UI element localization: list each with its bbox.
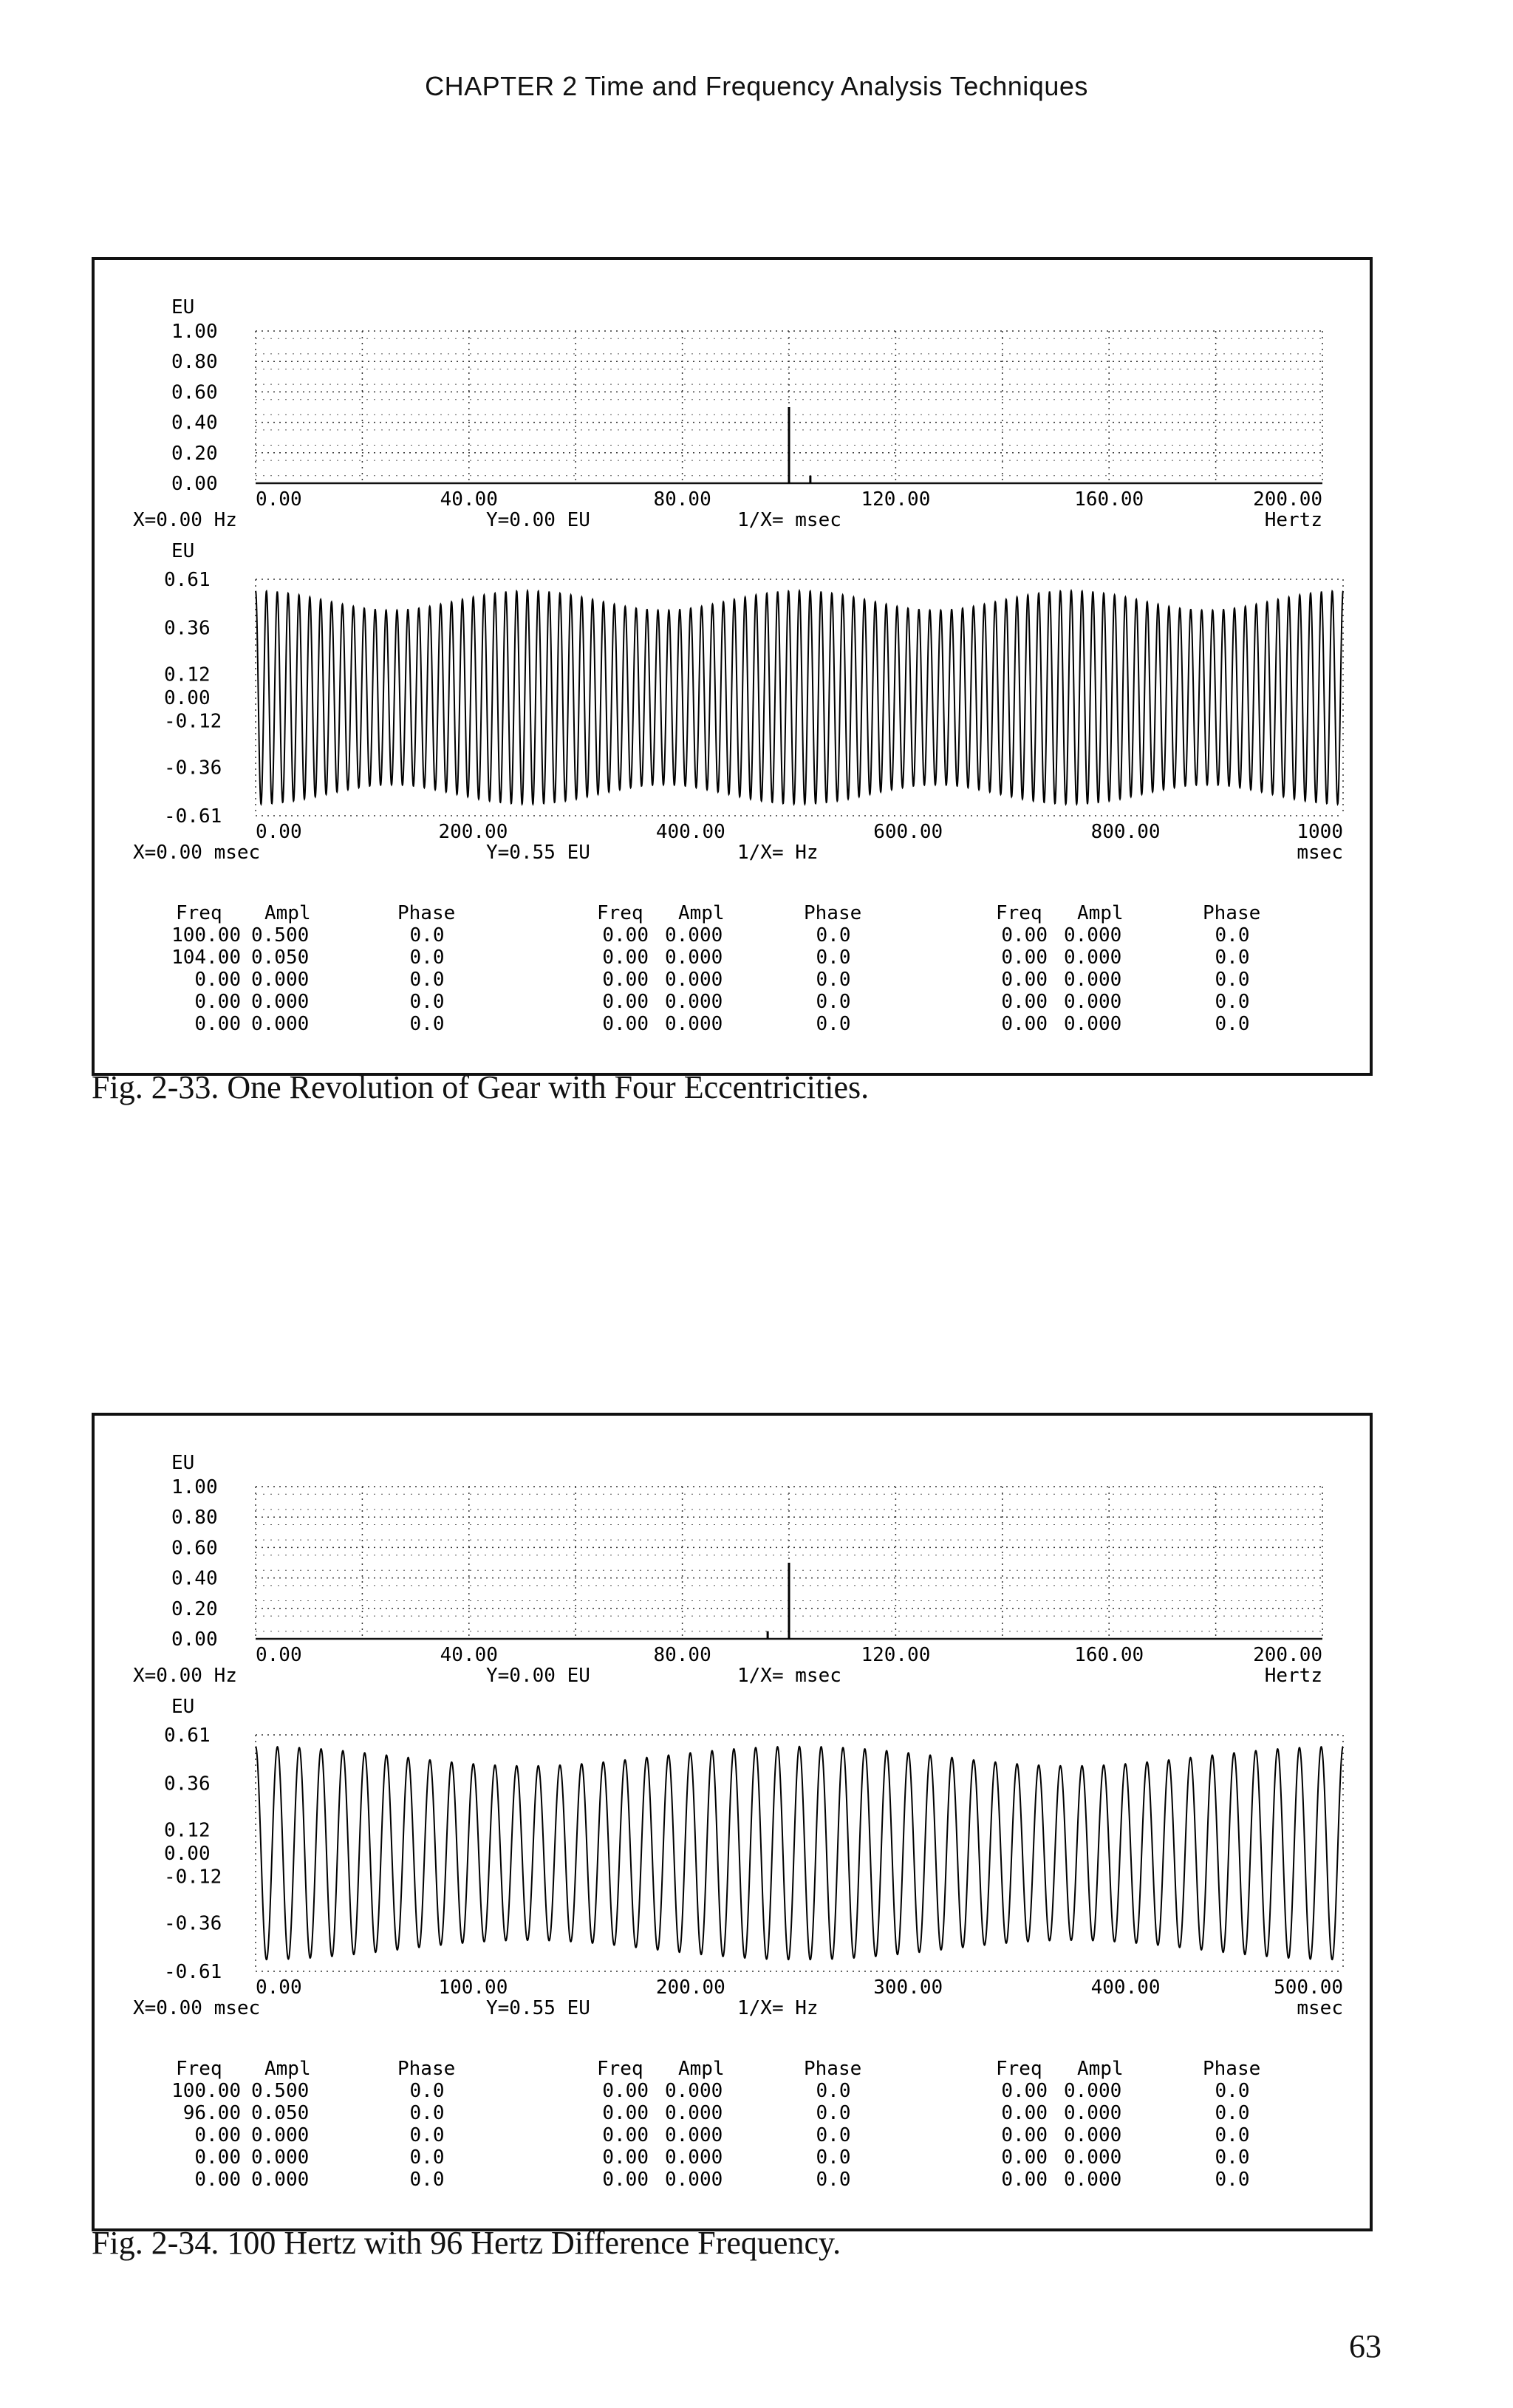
table-cell: 0.00 [1001,969,1048,991]
spectrum-y-tick-label: 0.80 [171,351,218,374]
table-cell: 0.0 [1215,991,1250,1013]
spectrum-axis-unit: Hertz [1264,509,1322,531]
table-header: Freq [597,902,643,924]
table-cell: 0.000 [1064,1013,1122,1035]
spectrum-y-tick-label: 0.80 [171,1507,218,1529]
spectrum-x-tick-label: 200.00 [1253,488,1322,511]
table-cell: 0.0 [1215,947,1250,969]
table-cell: 0.050 [251,947,310,969]
table-cell: 0.00 [194,2124,241,2146]
table-cell: 0.0 [816,969,851,991]
table-cell: 0.000 [665,1013,723,1035]
time-x-tick-label: 300.00 [873,1976,943,1999]
table-cell: 0.000 [1064,969,1122,991]
table-cell: 0.000 [251,1013,310,1035]
spectrum-y-tick-label: 0.40 [171,1567,218,1590]
page-header: CHAPTER 2 Time and Frequency Analysis Techniques [425,71,1088,101]
table-cell: 0.000 [251,2124,310,2146]
table-cell: 0.0 [409,991,445,1013]
table-cell: 0.0 [816,924,851,947]
spectrum-x-readout: X=0.00 Hz [133,509,237,531]
table-header: Freq [176,902,222,924]
figure-2-34-caption: Fig. 2-34. 100 Hertz with 96 Hertz Difference Frequency. [92,2225,841,2261]
time-inverse-readout: 1/X= Hz [737,1997,819,2019]
spectrum-y-tick-label: 1.00 [171,1476,218,1498]
table-cell: 0.0 [816,2124,851,2146]
spectrum-x-tick-label: 200.00 [1253,1644,1322,1666]
table-cell: 0.0 [1215,969,1250,991]
table-header: Ampl [264,902,311,924]
table-cell: 0.00 [1001,924,1048,947]
table-cell: 0.00 [602,969,649,991]
time-x-readout: X=0.00 msec [133,842,261,864]
table-cell: 0.00 [194,969,241,991]
table-cell: 0.0 [409,969,445,991]
figure-2-33-caption: Fig. 2-33. One Revolution of Gear with Four Eccentricities. [92,1069,870,1105]
time-x-tick-label: 100.00 [438,1976,508,1999]
time-x-tick-label: 600.00 [873,821,943,843]
table-header: Ampl [678,2058,725,2080]
table-cell: 0.0 [816,2102,851,2124]
table-cell: 100.00 [171,924,241,947]
table-cell: 0.00 [602,2124,649,2146]
table-cell: 0.0 [1215,2102,1250,2124]
time-unit-label: EU [171,1696,195,1718]
time-y-tick-label: -0.36 [164,757,222,780]
time-y-tick-label: 0.61 [164,569,211,591]
spectrum-y-tick-label: 0.60 [171,381,218,404]
table-cell: 0.500 [251,2080,310,2102]
time-axis-unit: msec [1297,1997,1343,2019]
table-cell: 0.000 [251,2169,310,2191]
spectrum-x-tick-label: 0.00 [256,488,302,511]
time-y-tick-label: 0.12 [164,664,211,686]
table-cell: 0.0 [1215,2146,1250,2169]
table-cell: 0.000 [1064,2169,1122,2191]
time-x-tick-label: 0.00 [256,821,302,843]
figure-2-33 [92,257,1373,1076]
time-x-tick-label: 0.00 [256,1976,302,1999]
time-y-tick-label: 0.36 [164,617,211,640]
table-cell: 0.000 [1064,924,1122,947]
time-x-tick-label: 200.00 [655,1976,725,1999]
spectrum-y-readout: Y=0.00 EU [486,1665,590,1687]
spectrum-unit-label: EU [171,296,195,318]
table-cell: 0.0 [409,2080,445,2102]
time-y-tick-label: 0.12 [164,1819,211,1842]
table-cell: 0.00 [194,991,241,1013]
table-header: Freq [996,902,1042,924]
figure-2-34 [92,1413,1373,2231]
table-cell: 0.500 [251,924,310,947]
table-cell: 0.00 [602,947,649,969]
table-cell: 0.0 [409,2146,445,2169]
table-cell: 0.0 [409,947,445,969]
time-y-readout: Y=0.55 EU [486,1997,590,2019]
table-cell: 0.00 [602,991,649,1013]
table-cell: 0.050 [251,2102,310,2124]
table-cell: 0.000 [1064,2124,1122,2146]
spectrum-x-tick-label: 160.00 [1074,1644,1144,1666]
table-cell: 0.0 [409,2169,445,2191]
time-y-readout: Y=0.55 EU [486,842,590,864]
table-cell: 0.00 [1001,2124,1048,2146]
table-cell: 0.000 [1064,947,1122,969]
spectrum-unit-label: EU [171,1452,195,1474]
spectrum-y-tick-label: 0.20 [171,442,218,465]
time-x-tick-label: 800.00 [1090,821,1161,843]
table-header: Phase [804,2058,862,2080]
table-cell: 0.000 [665,2124,723,2146]
spectrum-inverse-readout: 1/X= msec [737,1665,841,1687]
table-header: Phase [1203,2058,1261,2080]
spectrum-y-tick-label: 0.40 [171,412,218,434]
table-cell: 0.00 [1001,991,1048,1013]
spectrum-y-tick-label: 0.20 [171,1597,218,1620]
page-number: 63 [1349,2328,1381,2364]
table-cell: 0.0 [816,1013,851,1035]
table-cell: 0.00 [1001,947,1048,969]
table-cell: 0.00 [602,2080,649,2102]
table-cell: 0.000 [665,2146,723,2169]
spectrum-x-tick-label: 80.00 [653,488,711,511]
table-header: Phase [804,902,862,924]
time-axis-unit: msec [1297,842,1343,864]
time-x-readout: X=0.00 msec [133,1997,261,2019]
time-y-tick-label: 0.36 [164,1773,211,1795]
table-cell: 0.000 [1064,2102,1122,2124]
table-cell: 96.00 [182,2102,241,2124]
table-cell: 0.000 [665,991,723,1013]
time-y-tick-label: 0.61 [164,1725,211,1747]
table-cell: 0.00 [194,1013,241,1035]
table-cell: 0.00 [1001,2146,1048,2169]
table-cell: 0.00 [1001,2102,1048,2124]
table-cell: 104.00 [171,947,241,969]
spectrum-y-tick-label: 0.00 [171,1628,218,1651]
table-cell: 0.00 [1001,2080,1048,2102]
table-cell: 0.0 [816,991,851,1013]
table-cell: 0.0 [816,2080,851,2102]
table-cell: 0.00 [194,2169,241,2191]
spectrum-axis-unit: Hertz [1264,1665,1322,1687]
time-y-tick-label: 0.00 [164,1843,211,1865]
table-header: Phase [397,902,456,924]
time-x-tick-label: 200.00 [438,821,508,843]
spectrum-y-tick-label: 1.00 [171,321,218,343]
spectrum-x-tick-label: 120.00 [861,488,931,511]
table-cell: 0.00 [602,1013,649,1035]
table-cell: 0.000 [665,947,723,969]
table-cell: 0.00 [194,2146,241,2169]
time-y-tick-label: -0.61 [164,1961,222,1983]
spectrum-inverse-readout: 1/X= msec [737,509,841,531]
table-cell: 0.0 [1215,1013,1250,1035]
table-cell: 0.000 [665,2102,723,2124]
table-cell: 0.000 [251,969,310,991]
time-x-tick-label: 400.00 [655,821,725,843]
spectrum-x-tick-label: 80.00 [653,1644,711,1666]
table-cell: 0.0 [816,2146,851,2169]
time-y-tick-label: -0.12 [164,710,222,733]
table-header: Ampl [1077,902,1124,924]
table-header: Ampl [678,902,725,924]
figure-2-34-plots [95,1416,1370,2228]
table-cell: 0.00 [602,924,649,947]
table-cell: 0.0 [1215,2124,1250,2146]
table-cell: 0.0 [409,1013,445,1035]
table-cell: 0.0 [1215,924,1250,947]
figure-2-33-plots [95,260,1370,1073]
table-cell: 0.00 [1001,2169,1048,2191]
table-cell: 0.000 [665,924,723,947]
spectrum-y-tick-label: 0.00 [171,473,218,495]
spectrum-x-tick-label: 40.00 [440,488,498,511]
table-cell: 0.00 [602,2102,649,2124]
table-cell: 0.000 [665,969,723,991]
time-x-tick-label: 400.00 [1090,1976,1161,1999]
table-cell: 0.000 [665,2080,723,2102]
spectrum-x-tick-label: 0.00 [256,1644,302,1666]
table-cell: 0.000 [1064,2080,1122,2102]
table-cell: 0.000 [251,991,310,1013]
time-y-tick-label: -0.12 [164,1866,222,1889]
table-cell: 0.00 [602,2146,649,2169]
table-cell: 0.0 [816,947,851,969]
spectrum-x-tick-label: 120.00 [861,1644,931,1666]
table-cell: 0.000 [1064,991,1122,1013]
time-waveform [256,591,1343,804]
time-inverse-readout: 1/X= Hz [737,842,819,864]
spectrum-x-tick-label: 40.00 [440,1644,498,1666]
table-cell: 0.00 [602,2169,649,2191]
time-x-tick-label: 500.00 [1274,1976,1343,1999]
table-header: Phase [397,2058,456,2080]
table-header: Freq [597,2058,643,2080]
table-cell: 0.0 [1215,2169,1250,2191]
table-cell: 0.000 [1064,2146,1122,2169]
table-header: Ampl [1077,2058,1124,2080]
table-cell: 0.0 [1215,2080,1250,2102]
table-header: Freq [176,2058,222,2080]
time-unit-label: EU [171,540,195,562]
time-y-tick-label: -0.36 [164,1912,222,1935]
table-header: Ampl [264,2058,311,2080]
table-cell: 0.0 [409,924,445,947]
time-waveform [256,1747,1343,1960]
table-header: Freq [996,2058,1042,2080]
table-cell: 0.0 [409,2102,445,2124]
table-cell: 100.00 [171,2080,241,2102]
table-cell: 0.0 [816,2169,851,2191]
table-cell: 0.000 [665,2169,723,2191]
table-cell: 0.0 [409,2124,445,2146]
table-header: Phase [1203,902,1261,924]
spectrum-y-readout: Y=0.00 EU [486,509,590,531]
time-y-tick-label: -0.61 [164,805,222,828]
table-cell: 0.00 [1001,1013,1048,1035]
table-cell: 0.000 [251,2146,310,2169]
spectrum-x-tick-label: 160.00 [1074,488,1144,511]
spectrum-y-tick-label: 0.60 [171,1537,218,1560]
spectrum-x-readout: X=0.00 Hz [133,1665,237,1687]
time-y-tick-label: 0.00 [164,687,211,709]
time-x-tick-label: 1000 [1297,821,1343,843]
